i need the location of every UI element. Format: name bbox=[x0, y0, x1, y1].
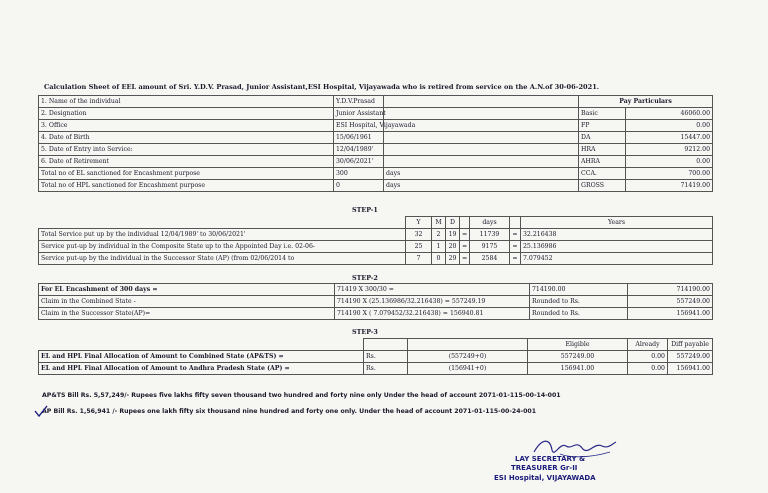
step3-eligible: 557249.00 bbox=[528, 351, 628, 363]
step2-label: STEP-2 bbox=[352, 274, 378, 282]
step2-amount: 156941.00 bbox=[628, 308, 713, 320]
step2-row bbox=[39, 308, 713, 320]
step1-eq2: = bbox=[510, 229, 521, 241]
step1-header-row bbox=[39, 217, 713, 229]
step1-years: 25.136986 bbox=[521, 241, 713, 253]
detail-label: 3. Office bbox=[39, 120, 334, 132]
step1-y: 32 bbox=[406, 229, 432, 241]
detail-unit bbox=[384, 144, 579, 156]
details-row bbox=[39, 168, 713, 180]
step1-y: 7 bbox=[406, 253, 432, 265]
step3-header-diff: Diff payable bbox=[668, 339, 713, 351]
pay-value: 700.00 bbox=[626, 168, 713, 180]
signature-line-3: ESI Hospital, VIJAYAWADA bbox=[494, 474, 596, 482]
signature-line-1: LAY SECRETARY & bbox=[515, 455, 586, 463]
step1-header-years: Years bbox=[521, 217, 713, 229]
step1-days: 2584 bbox=[470, 253, 510, 265]
detail-unit bbox=[384, 96, 579, 108]
detail-label: Total no of HPL sanctioned for Encashment purpose bbox=[39, 180, 334, 192]
pay-label: GROSS bbox=[579, 180, 626, 192]
document-title: Calculation Sheet of EEL amount of Sri. Y.D.V. Prasad, Junior Assistant,ESI Hospital, Vijayawada who is retired from service on the A.N.of 30-06-2021. bbox=[44, 83, 600, 91]
pay-label: CCA. bbox=[579, 168, 626, 180]
step2-row bbox=[39, 284, 713, 296]
pay-value: 71419.00 bbox=[626, 180, 713, 192]
step1-row bbox=[39, 229, 713, 241]
detail-label: 1. Name of the individual bbox=[39, 96, 334, 108]
pay-particulars-heading: Pay Particulars bbox=[579, 96, 713, 108]
detail-unit: days bbox=[384, 168, 579, 180]
step3-label: STEP-3 bbox=[352, 328, 378, 336]
detail-label: 5. Date of Entry into Service: bbox=[39, 144, 334, 156]
detail-value: Y.D.V.Prasad bbox=[334, 96, 384, 108]
detail-value: 15/06/1961 bbox=[334, 132, 384, 144]
details-row bbox=[39, 108, 713, 120]
details-row bbox=[39, 120, 713, 132]
details-row bbox=[39, 96, 713, 108]
step2-amount: 557249.00 bbox=[628, 296, 713, 308]
step1-years: 7.079452 bbox=[521, 253, 713, 265]
step1-d: 29 bbox=[446, 253, 460, 265]
step1-days: 9175 bbox=[470, 241, 510, 253]
step2-calc: 714190 X ( 7.079452/32.216438) = 156940.81 bbox=[335, 308, 530, 320]
step3-rs: Rs. bbox=[364, 363, 408, 375]
step1-eq2: = bbox=[510, 253, 521, 265]
step1-row bbox=[39, 241, 713, 253]
step2-calc: 71419 X 300/30 = bbox=[335, 284, 530, 296]
step1-eq: = bbox=[460, 253, 470, 265]
step1-blank bbox=[39, 217, 406, 229]
signature-line-2: TREASURER Gr-II bbox=[511, 464, 578, 472]
pay-label: FP bbox=[579, 120, 626, 132]
detail-unit: days bbox=[384, 180, 579, 192]
pay-label: AHRA bbox=[579, 156, 626, 168]
step1-table bbox=[38, 216, 713, 265]
step2-amount: 714190.00 bbox=[628, 284, 713, 296]
step3-rs: Rs. bbox=[364, 351, 408, 363]
step3-desc: EL and HPL Final Allocation of Amount to Combined State (AP&TS) = bbox=[39, 351, 364, 363]
step2-row bbox=[39, 296, 713, 308]
detail-value: 12/04/1989' bbox=[334, 144, 384, 156]
step1-desc: Service put-up by individual in the Composite State up to the Appointed Day i.e. 02-06- bbox=[39, 241, 406, 253]
step3-diff: 156941.00 bbox=[668, 363, 713, 375]
step3-blank2 bbox=[364, 339, 408, 351]
step1-eq: = bbox=[460, 229, 470, 241]
step1-eq2: = bbox=[510, 241, 521, 253]
step3-header-eligible: Eligible bbox=[528, 339, 628, 351]
step1-m: 1 bbox=[432, 241, 446, 253]
details-row bbox=[39, 180, 713, 192]
step1-y: 25 bbox=[406, 241, 432, 253]
detail-value: 300 bbox=[334, 168, 384, 180]
pay-value: 9212.00 bbox=[626, 144, 713, 156]
step3-header-already: Already bbox=[628, 339, 668, 351]
step2-rounded: Rounded to Rs. bbox=[530, 296, 628, 308]
step1-header-m: M bbox=[432, 217, 446, 229]
step1-desc: Service put-up by the individual in the Successor State (AP) (from 02/06/2014 to bbox=[39, 253, 406, 265]
step2-rounded: Rounded to Rs. bbox=[530, 308, 628, 320]
step3-already: 0.00 bbox=[628, 351, 668, 363]
step1-header-d: D bbox=[446, 217, 460, 229]
step1-d: 19 bbox=[446, 229, 460, 241]
detail-unit bbox=[384, 156, 579, 168]
detail-label: 4. Date of Birth bbox=[39, 132, 334, 144]
step2-desc: For EL Encashment of 300 days = bbox=[39, 284, 335, 296]
step1-header-eq2 bbox=[510, 217, 521, 229]
step2-table bbox=[38, 283, 713, 320]
detail-unit bbox=[384, 132, 579, 144]
step3-row bbox=[39, 363, 713, 375]
details-table bbox=[38, 95, 713, 192]
step2-desc: Claim in the Successor State(AP)= bbox=[39, 308, 335, 320]
details-row bbox=[39, 132, 713, 144]
pay-value: 0.00 bbox=[626, 156, 713, 168]
step2-calc: 714190 X (25.136986/32.216438) = 557249.19 bbox=[335, 296, 530, 308]
step1-d: 20 bbox=[446, 241, 460, 253]
detail-label: 6. Date of Retirement bbox=[39, 156, 334, 168]
detail-value: ESI Hospital, Vijayawada bbox=[334, 120, 384, 132]
step1-m: 2 bbox=[432, 229, 446, 241]
step1-header-y: Y bbox=[406, 217, 432, 229]
step3-blank bbox=[39, 339, 364, 351]
step3-already: 0.00 bbox=[628, 363, 668, 375]
footer-line-1: AP&TS Bill Rs. 5,57,249/- Rupees five lakhs fifty seven thousand two hundred and forty nine only Under the head of account 2071-01-115-00-14-001 bbox=[42, 392, 561, 399]
checkmark-icon bbox=[34, 404, 48, 418]
step3-blank3 bbox=[408, 339, 528, 351]
details-row bbox=[39, 156, 713, 168]
step1-header-eq bbox=[460, 217, 470, 229]
pay-value: 46060.00 bbox=[626, 108, 713, 120]
step3-formula: (557249+0) bbox=[408, 351, 528, 363]
step3-desc: EL and HPL Final Allocation of Amount to Andhra Pradesh State (AP) = bbox=[39, 363, 364, 375]
details-row bbox=[39, 144, 713, 156]
pay-value: 0.00 bbox=[626, 120, 713, 132]
step2-desc: Claim in the Combined State - bbox=[39, 296, 335, 308]
step1-m: 0 bbox=[432, 253, 446, 265]
step1-label: STEP-1 bbox=[352, 206, 378, 214]
step1-days: 11739 bbox=[470, 229, 510, 241]
pay-label: DA bbox=[579, 132, 626, 144]
step1-eq: = bbox=[460, 241, 470, 253]
detail-label: Total no of EL sanctioned for Encashment purpose bbox=[39, 168, 334, 180]
step1-desc: Total Service put up by the individual 12/04/1989' to 30/06/2021' bbox=[39, 229, 406, 241]
detail-value: 0 bbox=[334, 180, 384, 192]
step3-eligible: 156941.00 bbox=[528, 363, 628, 375]
step3-row bbox=[39, 351, 713, 363]
pay-value: 15447.00 bbox=[626, 132, 713, 144]
detail-label: 2. Designation bbox=[39, 108, 334, 120]
step2-result: 714190.00 bbox=[530, 284, 628, 296]
step3-table bbox=[38, 338, 713, 375]
detail-value: 30/06/2021' bbox=[334, 156, 384, 168]
step1-row bbox=[39, 253, 713, 265]
step1-years: 32.216438 bbox=[521, 229, 713, 241]
step1-header-days: days bbox=[470, 217, 510, 229]
step3-formula: (156941+0) bbox=[408, 363, 528, 375]
pay-label: Basic bbox=[579, 108, 626, 120]
detail-value: Junior Assistant bbox=[334, 108, 384, 120]
step3-diff: 557249.00 bbox=[668, 351, 713, 363]
step3-header-row bbox=[39, 339, 713, 351]
pay-label: HRA bbox=[579, 144, 626, 156]
footer-line-2: AP Bill Rs. 1,56,941 /- Rupees one lakh fifty six thousand nine hundred and forty one only. Under the head of account 2071-01-115-00-24-001 bbox=[42, 408, 537, 415]
detail-unit bbox=[384, 108, 579, 120]
